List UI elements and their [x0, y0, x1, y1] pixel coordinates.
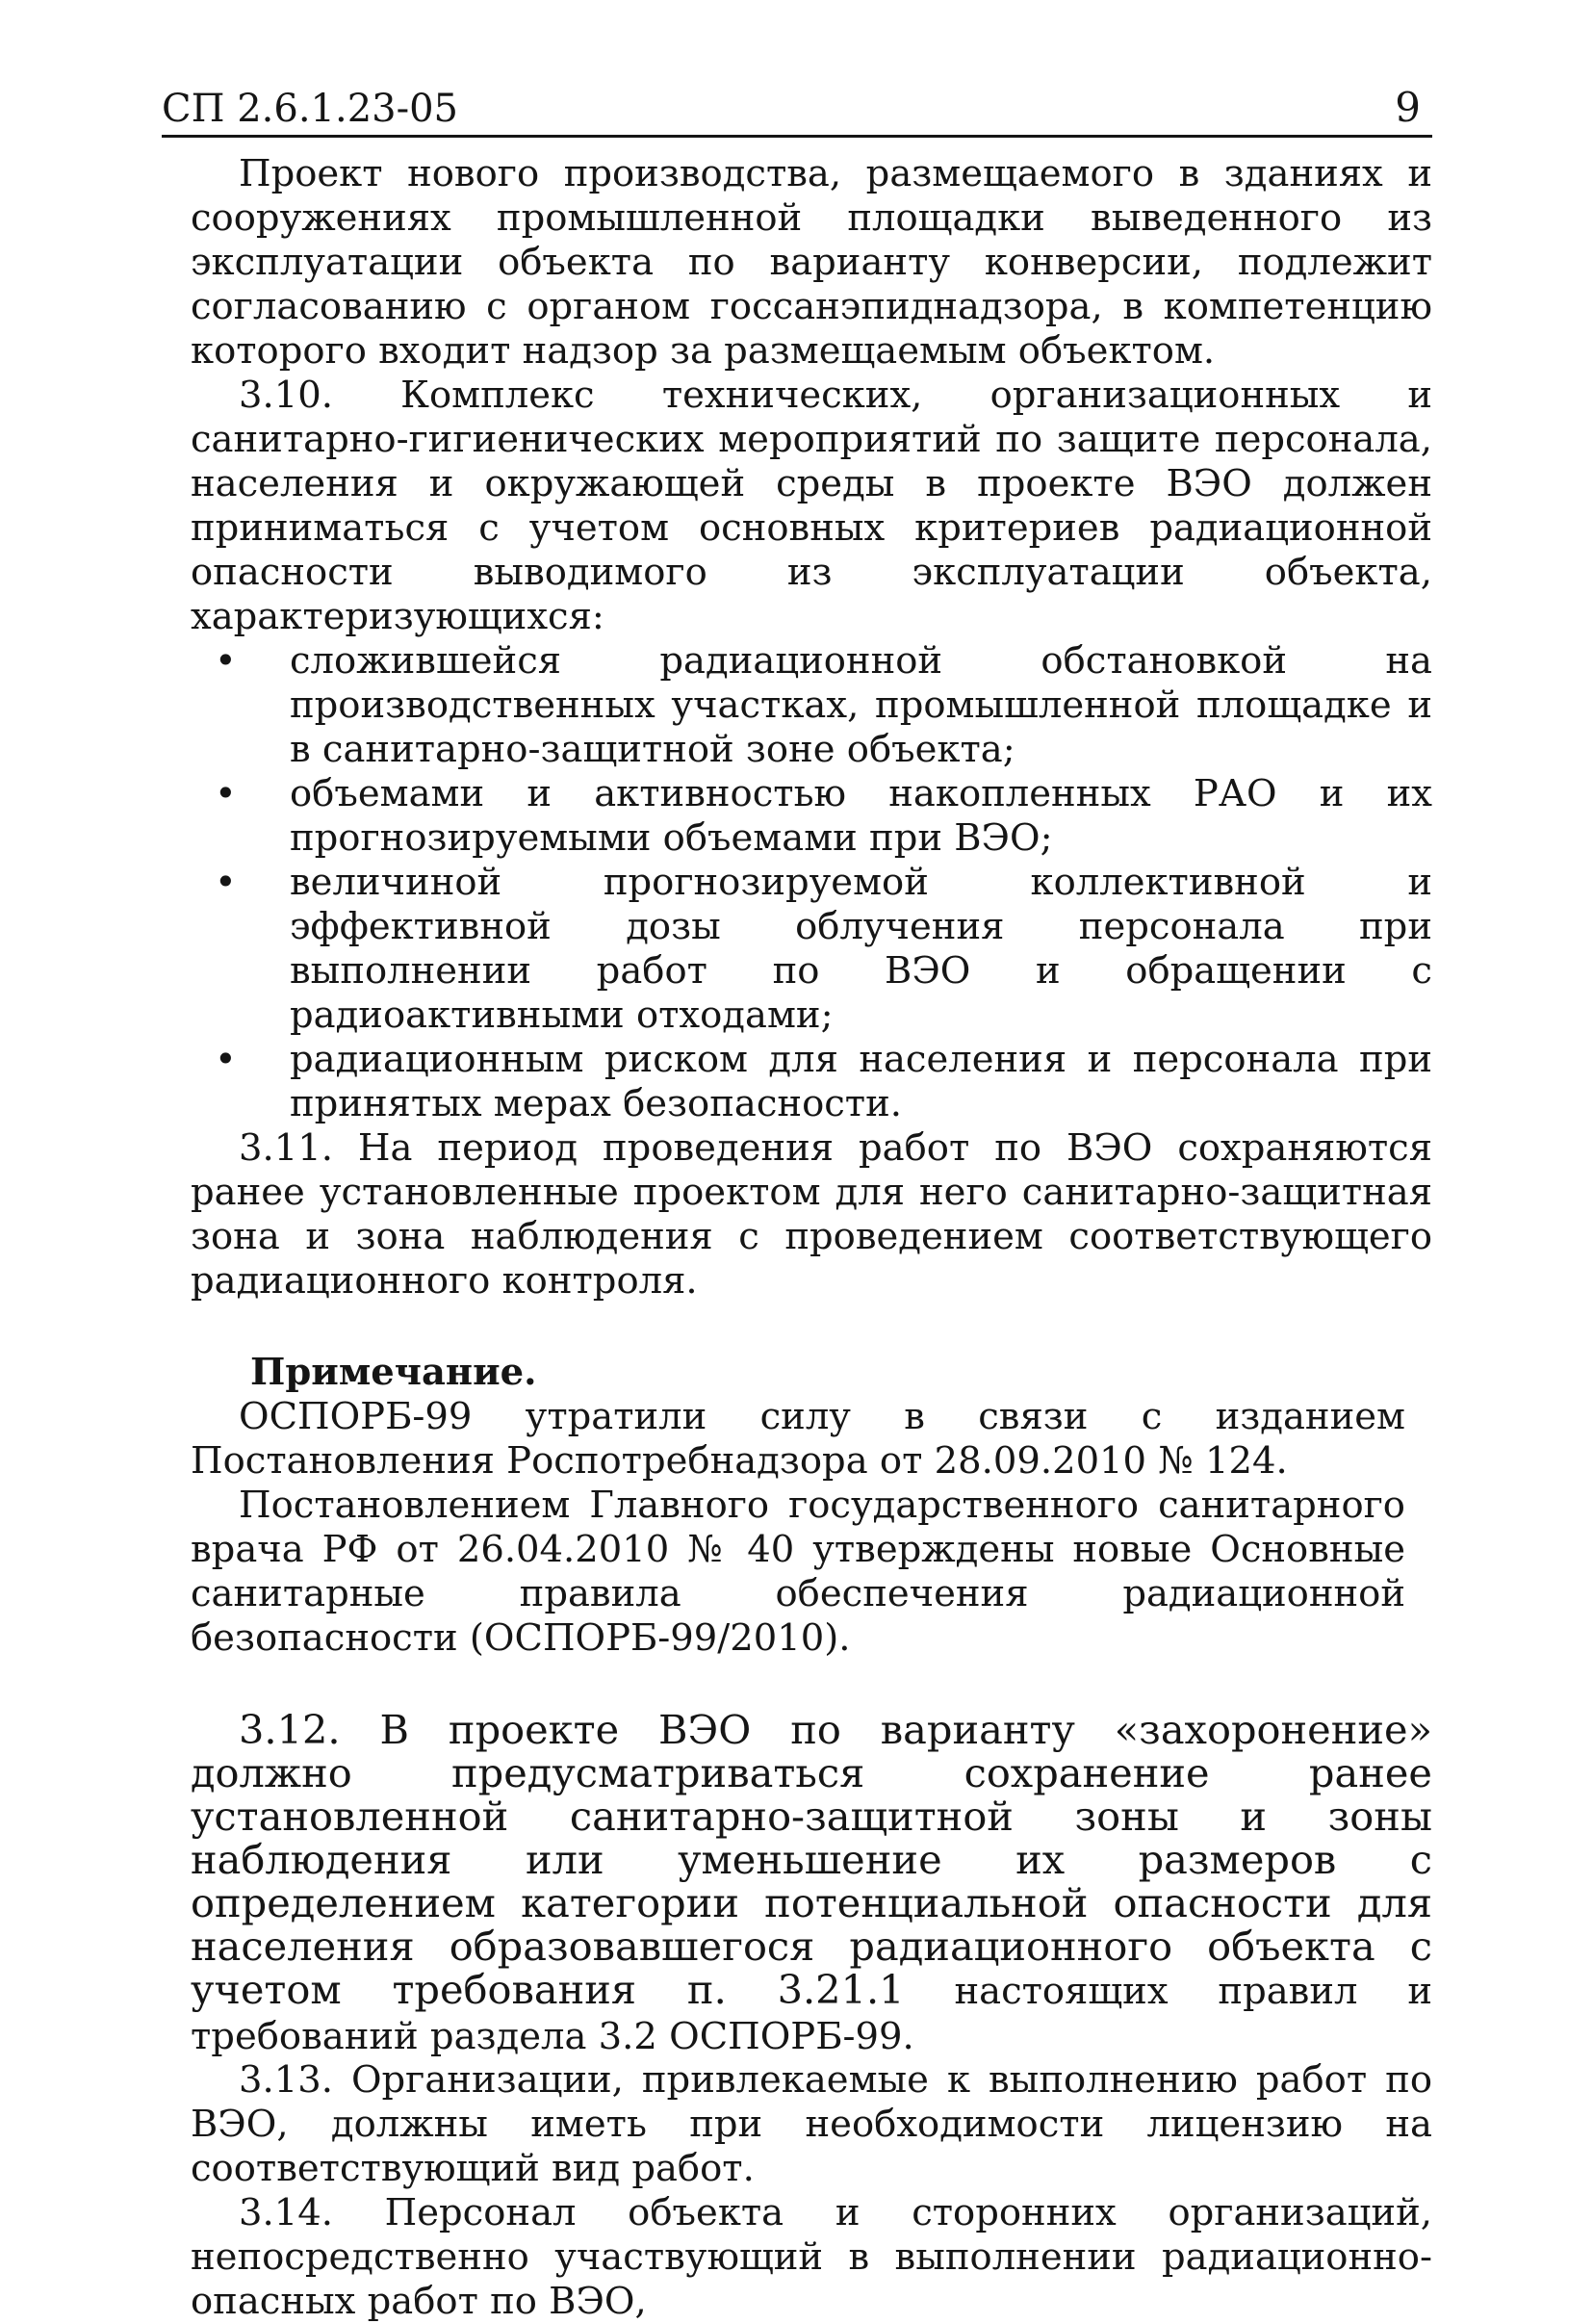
paragraph-3-12	[191, 1708, 1432, 2058]
paragraph-3-12-tail: настоящих правил и требований раздела 3.2 ОСПОРБ-99.	[191, 1970, 1432, 2058]
criteria-list	[191, 639, 1432, 1126]
note-title: Примечание.	[250, 1351, 537, 1394]
list-item-text: сложившейся радиационной обстановкой на производственных участках, промышленной площадке и в санитарно-защитной зоне объекта;	[290, 639, 1432, 771]
page-header	[162, 77, 1432, 138]
paragraph-3-10: 3.10. Комплекс технических, организационных и санитарно-гигиенических мероприятий по защите персонала, населения и окружающей среды в проекте ВЭО должен приниматься с учетом основных критериев радиационной опасности выводимого из эксплуатации объекта, характеризующихся:	[191, 374, 1432, 638]
paragraph-intro: Проект нового производства, размещаемого в зданиях и сооружениях промышленной площадки выведенного из эксплуатации объекта по варианту конверсии, подлежит согласованию с органом госсанэпиднадзора, в компетенцию которого входит надзор за размещаемым объектом.	[191, 152, 1432, 373]
note-paragraph-1: ОСПОРБ-99 утратили силу в связи с изданием Постановления Роспотребнадзора от 28.09.2010 № 124.	[191, 1395, 1405, 1483]
bullet-icon: •	[215, 639, 237, 683]
page-number: 9	[1395, 84, 1421, 131]
list-item-text: радиационным риском для населения и персонала при принятых мерах безопасности.	[290, 1038, 1432, 1125]
document-code: СП 2.6.1.23-05	[162, 87, 459, 131]
list-item	[191, 639, 1432, 772]
note-paragraph-2: Постановлением Главного государственного санитарного врача РФ от 26.04.2010 № 40 утверждены новые Основные санитарные правила обеспечения радиационной безопасности (ОСПОРБ-99/2010).	[191, 1484, 1405, 1660]
note-block	[191, 1351, 1432, 1661]
bullet-icon: •	[215, 772, 237, 815]
paragraph-3-13: 3.13. Организации, привлекаемые к выполнению работ по ВЭО, должны иметь при необходимости лицензию на соответствующий вид работ.	[191, 2058, 1432, 2190]
paragraph-3-11: 3.11. На период проведения работ по ВЭО сохраняются ранее установленные проектом для него санитарно-защитная зона и зона наблюдения с проведением соответствующего радиационного контроля.	[191, 1126, 1432, 1303]
paragraph-3-12-main: 3.12. В проекте ВЭО по варианту «захоронение» должно предусматриваться сохранение ранее установленной санитарно-защитной зоны и зоны наблюдения или уменьшение их размеров с определением категории потенциальной опасности для населения образовавшегося радиационного объекта с учетом требования п. 3.21.1	[191, 1706, 1432, 2013]
list-item	[191, 772, 1432, 861]
list-item	[191, 861, 1432, 1038]
list-item-text: объемами и активностью накопленных РАО и их прогнозируемыми объемами при ВЭО;	[290, 772, 1432, 860]
bullet-icon: •	[215, 861, 237, 904]
paragraph-3-14: 3.14. Персонал объекта и сторонних организаций, непосредственно участвующий в выполнении радиационно-опасных работ по ВЭО,	[191, 2191, 1432, 2323]
page-body	[191, 152, 1432, 2324]
bullet-icon: •	[215, 1038, 237, 1081]
list-item-text: величиной прогнозируемой коллективной и эффективной дозы облучения персонала при выполнении работ по ВЭО и обращении с радиоактивными отходами;	[290, 861, 1432, 1037]
list-item	[191, 1038, 1432, 1126]
